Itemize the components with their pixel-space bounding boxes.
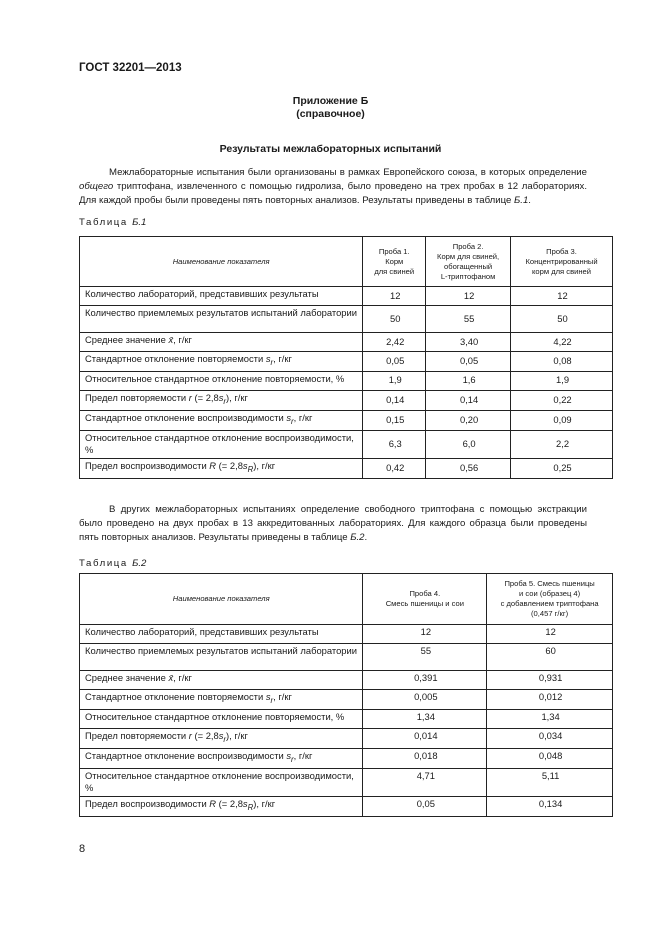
row-label: Среднее значение x̄, г/кг (80, 671, 363, 690)
table-row (80, 287, 613, 306)
cell-value: 6,3 (363, 430, 426, 458)
table1-header-sample3: Проба 3. Концентрированный корм для свиней (511, 237, 613, 287)
cell-value: 50 (511, 306, 613, 333)
table-row (80, 371, 613, 390)
table-row (80, 458, 613, 478)
table1-caption: Таблица Б.1 (79, 217, 147, 228)
cell-value: 12 (363, 287, 426, 306)
table-row (80, 352, 613, 372)
table-row (80, 333, 613, 352)
annex-heading (0, 95, 661, 121)
cell-value: 0,05 (426, 352, 511, 372)
cell-value: 4,71 (363, 768, 487, 796)
cell-value: 0,09 (511, 410, 613, 430)
cell-value: 0,034 (487, 728, 613, 748)
row-label: Относительное стандартное отклонение воспроизводимости, % (80, 430, 363, 458)
table2-caption: Таблица Б.2 (79, 558, 147, 569)
table2-header-sample5: Проба 5. Смесь пшеницы и сои (образец 4) с добавлением триптофана (0,457 г/кг) (487, 574, 613, 625)
row-label: Предел воспроизводимости R (= $2,8s_R$), г/кг (80, 796, 363, 816)
row-label: Относительное стандартное отклонение повторяемости, % (80, 371, 363, 390)
cell-value: 0,42 (363, 458, 426, 478)
intro-paragraph: Межлабораторные испытания были организованы в рамках Европейского союза, в которых определение общего триптофана, извлеченного с помощью гидролиза, было проведено на трех пробах в 12 лабораториях. Для каждой пробы были проведены пять повторных анализов. Результаты приведены в таблице Б.1. (79, 167, 587, 206)
cell-value: 1,9 (511, 371, 613, 390)
row-label: Количество лабораторий, представивших результаты (80, 287, 363, 306)
table2-header-row (80, 574, 613, 625)
row-label: Предел повторяемости r (= $2,8s_r$), г/кг (80, 390, 363, 410)
cell-value: 0,05 (363, 352, 426, 372)
results-table-1 (79, 236, 613, 479)
table-row (80, 644, 613, 671)
row-label: Предел воспроизводимости R (= $2,8s_R$), г/кг (80, 458, 363, 478)
row-label: Стандартное отклонение повторяемости $s_r$, г/кг (80, 690, 363, 710)
cell-value: 1,9 (363, 371, 426, 390)
cell-value: 1,6 (426, 371, 511, 390)
cell-value: 0,14 (363, 390, 426, 410)
table-row (80, 410, 613, 430)
cell-value: 55 (426, 306, 511, 333)
table-row (80, 796, 613, 816)
results-table-2 (79, 573, 613, 817)
cell-value: 0,22 (511, 390, 613, 410)
cell-value: 0,134 (487, 796, 613, 816)
cell-value: 0,048 (487, 748, 613, 768)
table-row (80, 671, 613, 690)
row-label: Среднее значение x̄, г/кг (80, 333, 363, 352)
page-number: 8 (79, 843, 86, 855)
cell-value: 0,25 (511, 458, 613, 478)
table-row (80, 709, 613, 728)
table-row (80, 768, 613, 796)
annex-label: Приложение Б (292, 95, 369, 107)
row-label: Относительное стандартное отклонение повторяемости, % (80, 709, 363, 728)
cell-value: 2,2 (511, 430, 613, 458)
table-row (80, 728, 613, 748)
cell-value: 0,56 (426, 458, 511, 478)
cell-value: 12 (426, 287, 511, 306)
table1-header-indicator: Наименование показателя (80, 237, 363, 287)
row-label: Стандартное отклонение повторяемости $s_r$, г/кг (80, 352, 363, 372)
row-label: Количество приемлемых результатов испытаний лаборатории (80, 644, 363, 671)
cell-value: 0,931 (487, 671, 613, 690)
cell-value: 12 (363, 625, 487, 644)
cell-value: 1,34 (487, 709, 613, 728)
cell-value: 55 (363, 644, 487, 671)
document-code: ГОСТ 32201—2013 (79, 62, 182, 74)
table2-header-indicator: Наименование показателя (80, 574, 363, 625)
table-row (80, 690, 613, 710)
cell-value: 0,15 (363, 410, 426, 430)
annex-title: Результаты межлабораторных испытаний (219, 143, 442, 155)
second-paragraph: В других межлабораторных испытаниях определение свободного триптофана с помощью экстракции было проведено на двух пробах в 13 аккредитованных лабораториях. Для каждого образца были проведены пять повторных анализов. Результаты приведены в таблице Б.2. (79, 504, 587, 543)
row-label: Относительное стандартное отклонение воспроизводимости, % (80, 768, 363, 796)
cell-value: 0,08 (511, 352, 613, 372)
cell-value: 0,005 (363, 690, 487, 710)
cell-value: 0,012 (487, 690, 613, 710)
cell-value: 0,14 (426, 390, 511, 410)
row-label: Количество лабораторий, представивших результаты (80, 625, 363, 644)
table2-header-sample4: Проба 4. Смесь пшеницы и сои (363, 574, 487, 625)
annex-note: (справочное) (296, 108, 365, 120)
cell-value: 0,018 (363, 748, 487, 768)
table1-header-sample2: Проба 2. Корм для свиней, обогащенный L-триптофаном (426, 237, 511, 287)
cell-value: 0,391 (363, 671, 487, 690)
table-row (80, 430, 613, 458)
cell-value: 0,20 (426, 410, 511, 430)
cell-value: 4,22 (511, 333, 613, 352)
cell-value: 12 (511, 287, 613, 306)
row-label: Стандартное отклонение воспроизводимости $s_r$, г/кг (80, 748, 363, 768)
cell-value: 6,0 (426, 430, 511, 458)
row-label: Предел повторяемости r (= $2,8s_r$), г/кг (80, 728, 363, 748)
table-row (80, 306, 613, 333)
table-row (80, 390, 613, 410)
cell-value: 60 (487, 644, 613, 671)
cell-value: 0,05 (363, 796, 487, 816)
table-row (80, 625, 613, 644)
cell-value: 50 (363, 306, 426, 333)
table1-header-sample1: Проба 1. Корм для свиней (363, 237, 426, 287)
row-label: Стандартное отклонение воспроизводимости $s_r$, г/кг (80, 410, 363, 430)
table1-header-row (80, 237, 613, 287)
cell-value: 2,42 (363, 333, 426, 352)
cell-value: 3,40 (426, 333, 511, 352)
cell-value: 1,34 (363, 709, 487, 728)
cell-value: 5,11 (487, 768, 613, 796)
cell-value: 0,014 (363, 728, 487, 748)
cell-value: 12 (487, 625, 613, 644)
table-row (80, 748, 613, 768)
row-label: Количество приемлемых результатов испытаний лаборатории (80, 306, 363, 333)
